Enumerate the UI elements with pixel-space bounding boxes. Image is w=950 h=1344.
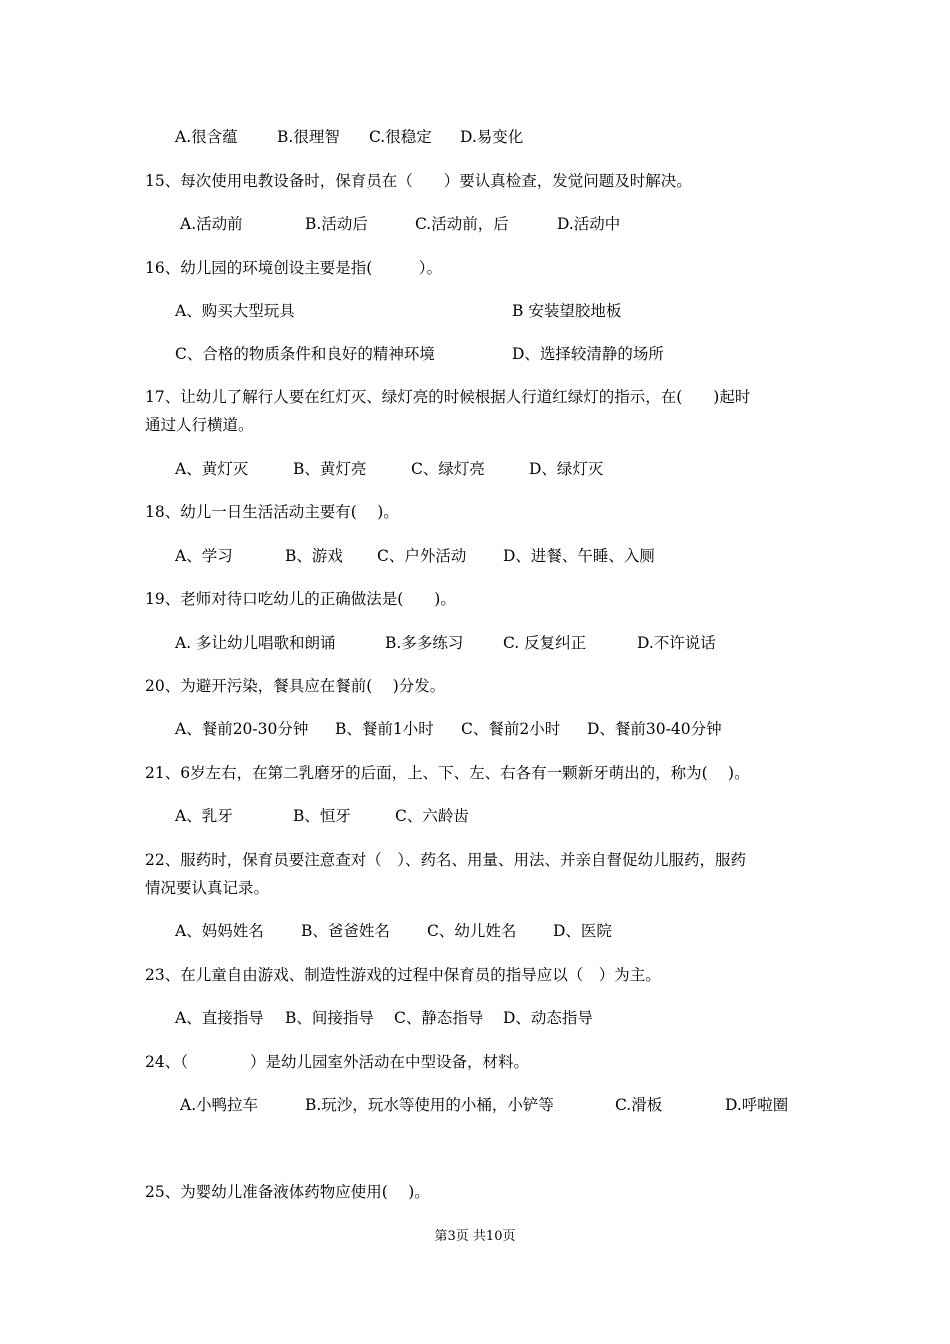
q19-option-c: C. 反复纠正 — [503, 634, 587, 652]
q14-option-c: C.很稳定 — [369, 128, 432, 146]
q23-option-c: C、静态指导 — [394, 1009, 484, 1027]
q16-option-a: A、购买大型玩具 — [175, 302, 295, 320]
q24-option-c: C.滑板 — [615, 1096, 663, 1114]
q15-option-d: D.活动中 — [557, 215, 621, 233]
q16-stem: 16、幼儿园的环境创设主要是指( ）。 — [145, 259, 443, 277]
q18-option-c: C、户外活动 — [377, 547, 467, 565]
q22-option-b: B、爸爸姓名 — [301, 922, 390, 940]
q22-stem-line1: 22、服药时，保育员要注意查对（ ）、药名、用量、用法、并亲自督促幼儿服药，服药 — [145, 851, 746, 869]
q21-option-c: C、六龄齿 — [395, 807, 469, 825]
q22-option-a: A、妈妈姓名 — [175, 922, 264, 940]
q19-stem: 19、老师对待口吃幼儿的正确做法是( )。 — [145, 590, 456, 608]
q22-option-d: D、医院 — [553, 922, 612, 940]
q22-stem-line2: 情况要认真记录。 — [145, 879, 270, 897]
q24-stem: 24、（ ）是幼儿园室外活动在中型设备，材料。 — [145, 1053, 529, 1071]
q20-option-d: D、餐前30-40分钟 — [587, 720, 722, 738]
q14-option-b: B.很理智 — [277, 128, 340, 146]
q17-option-a: A、黄灯灭 — [175, 460, 249, 478]
q16-option-c: C、合格的物质条件和良好的精神环境 — [175, 345, 435, 363]
q19-option-d: D.不许说话 — [637, 634, 716, 652]
q17-option-b: B、黄灯亮 — [293, 460, 367, 478]
q15-option-c: C.活动前，后 — [415, 215, 509, 233]
q15-option-a: A.活动前 — [180, 215, 243, 233]
q24-option-d: D.呼啦圈 — [725, 1096, 789, 1114]
q19-option-a: A. 多让幼儿唱歌和朗诵 — [175, 634, 336, 652]
q17-stem-line2: 通过人行横道。 — [145, 416, 254, 434]
q20-option-b: B、餐前1小时 — [335, 720, 434, 738]
q19-option-b: B.多多练习 — [385, 634, 464, 652]
q23-option-a: A、直接指导 — [175, 1009, 264, 1027]
q16-option-b: B 安装望胶地板 — [512, 302, 622, 320]
q18-stem: 18、幼儿一日生活活动主要有( )。 — [145, 503, 399, 521]
q14-options — [175, 126, 855, 148]
q17-stem-line1: 17、让幼儿了解行人要在红灯灭、绿灯亮的时候根据人行道红绿灯的指示，在( )起时 — [145, 388, 751, 406]
q21-stem: 21、6岁左右，在第二乳磨牙的后面，上、下、左、右各有一颗新牙萌出的，称为( )。 — [145, 764, 750, 782]
q15-option-b: B.活动后 — [305, 215, 368, 233]
q23-option-d: D、动态指导 — [503, 1009, 593, 1027]
q17-option-d: D、绿灯灭 — [529, 460, 604, 478]
q20-option-c: C、餐前2小时 — [461, 720, 561, 738]
q18-option-b: B、游戏 — [285, 547, 343, 565]
q25-stem: 25、为婴幼儿准备液体药物应使用( )。 — [145, 1183, 430, 1201]
q20-option-a: A、餐前20-30分钟 — [175, 720, 309, 738]
q18-option-d: D、进餐、午睡、入厕 — [503, 547, 655, 565]
q17-option-c: C、绿灯亮 — [411, 460, 485, 478]
q15-stem: 15、每次使用电教设备时，保育员在（ ）要认真检查，发觉问题及时解决。 — [145, 172, 692, 190]
q14-option-a: A.很含蕴 — [175, 128, 238, 146]
q21-option-b: B、恒牙 — [293, 807, 351, 825]
q16-option-d: D、选择较清静的场所 — [512, 345, 664, 363]
q24-option-b: B.玩沙，玩水等使用的小桶，小铲等 — [305, 1096, 554, 1114]
q14-option-d: D.易变化 — [460, 128, 524, 146]
q24-option-a: A.小鸭拉车 — [180, 1096, 259, 1114]
q20-stem: 20、为避开污染，餐具应在餐前( )分发。 — [145, 677, 446, 695]
q22-option-c: C、幼儿姓名 — [427, 922, 517, 940]
q23-option-b: B、间接指导 — [285, 1009, 374, 1027]
q18-option-a: A、学习 — [175, 547, 233, 565]
q23-stem: 23、在儿童自由游戏、制造性游戏的过程中保育员的指导应以（ ）为主。 — [145, 966, 661, 984]
page-number-footer: 第3页 共10页 — [434, 1229, 516, 1244]
q21-option-a: A、乳牙 — [175, 807, 233, 825]
